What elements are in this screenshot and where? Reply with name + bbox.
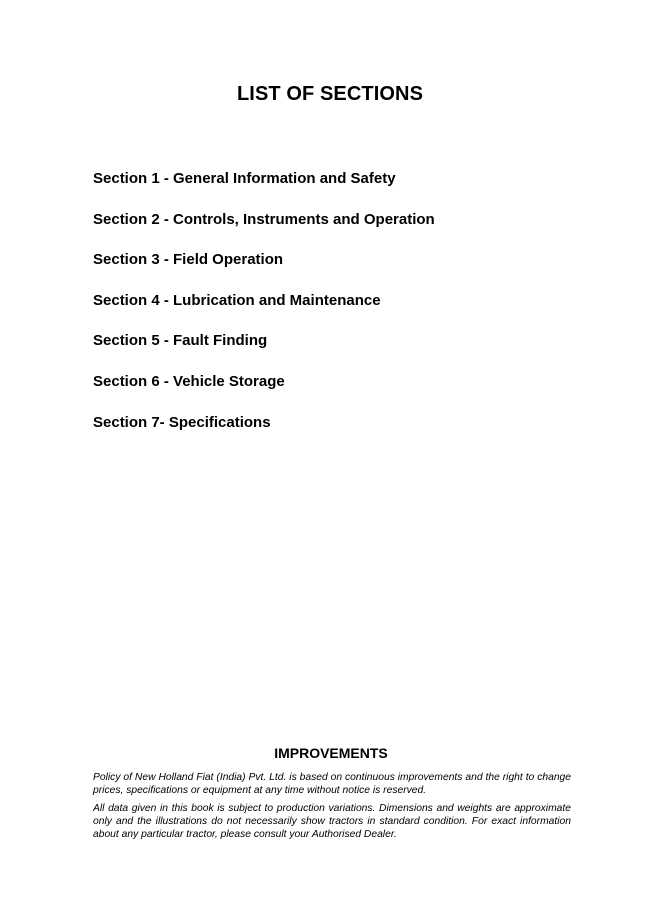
page-title: LIST OF SECTIONS (236, 83, 424, 105)
section-item-5: Section 5 - Fault Finding (93, 332, 268, 350)
section-list (93, 170, 435, 454)
improvements-heading: IMPROVEMENTS (274, 745, 388, 761)
improvements-text (93, 771, 571, 846)
section-item-2: Section 2 - Controls, Instruments and Operation (93, 210, 435, 228)
section-item-7: Section 7- Specifications (93, 413, 271, 431)
improvements-paragraph-data: All data given in this book is subject to production variations. Dimensions and weights are approximate only and the illustrations do not necessarily show tractors in standard condition. For exact information about any particular tractor, please consult your Authorised Dealer. (93, 803, 571, 840)
section-item-4: Section 4 - Lubrication and Maintenance (93, 291, 381, 309)
improvements-paragraph-policy: Policy of New Holland Fiat (India) Pvt. Ltd. is based on continuous improvements and the right to change prices, specifications or equipment at any time without notice is reserved. (93, 772, 571, 796)
section-item-6: Section 6 - Vehicle Storage (93, 372, 285, 390)
section-item-1: Section 1 - General Information and Safety (93, 170, 396, 187)
section-item-3: Section 3 - Field Operation (93, 251, 284, 269)
